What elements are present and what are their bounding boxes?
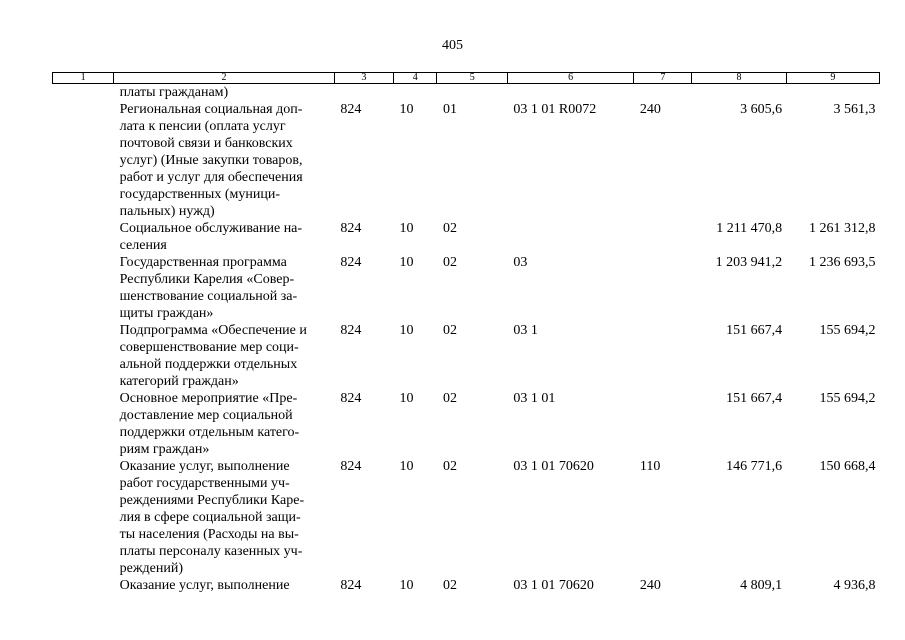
cell-target-article-code xyxy=(507,84,633,102)
cell-subsection-code: 02 xyxy=(442,255,457,270)
cell-admin-code: 824 xyxy=(340,221,362,236)
description-line: пальных) нужд) xyxy=(119,204,215,219)
cell-amount-year-2: 150 668,4 xyxy=(819,459,876,474)
cell-amount-year-1: 4 809,1 xyxy=(740,578,783,593)
cell-col-1 xyxy=(53,390,114,458)
header-cell-8: 8 xyxy=(692,73,786,84)
cell-description xyxy=(114,458,335,577)
cell-admin-code: 824 xyxy=(340,391,362,406)
cell-col-1 xyxy=(53,577,114,594)
description-line: платы персоналу казенных уч- xyxy=(119,544,303,559)
cell-section-code: 10 xyxy=(399,578,414,593)
cell-col-1 xyxy=(53,254,114,322)
table-row xyxy=(53,254,880,322)
description-line: щиты граждан» xyxy=(119,306,214,321)
table-row xyxy=(53,390,880,458)
cell-subsection-code: 01 xyxy=(442,102,457,117)
cell-expense-type-code: 110 xyxy=(639,459,661,474)
header-cell-6: 6 xyxy=(507,73,633,84)
header-row xyxy=(53,73,880,84)
description-line: категорий граждан» xyxy=(119,374,239,389)
description-line: совершенствование мер соци- xyxy=(119,340,299,355)
cell-expense-type-code: 240 xyxy=(639,102,661,117)
description-line: государственных (муници- xyxy=(119,187,280,202)
description-line: Оказание услуг, выполнение xyxy=(119,459,290,474)
table-row xyxy=(53,220,880,254)
cell-amount-year-1: 151 667,4 xyxy=(726,391,783,406)
cell-subsection-code: 02 xyxy=(442,391,457,406)
table-row xyxy=(53,84,880,102)
cell-amount-year-2 xyxy=(786,84,879,102)
cell-target-article-code: 03 1 01 70620 xyxy=(513,459,594,474)
cell-admin-code: 824 xyxy=(340,102,362,117)
table-row xyxy=(53,322,880,390)
description-line: селения xyxy=(119,238,167,253)
cell-col-1 xyxy=(53,458,114,577)
cell-target-article-code: 03 xyxy=(513,255,528,270)
header-cell-2: 2 xyxy=(114,73,335,84)
description-line: риям граждан» xyxy=(119,442,210,457)
cell-subsection-code xyxy=(437,84,507,102)
description-line: лата к пенсии (оплата услуг xyxy=(119,119,286,134)
cell-amount-year-2: 1 261 312,8 xyxy=(809,221,876,236)
description-line: Оказание услуг, выполнение xyxy=(119,578,290,593)
cell-description xyxy=(114,220,335,254)
cell-subsection-code: 02 xyxy=(442,221,457,236)
cell-amount-year-1 xyxy=(692,84,786,102)
cell-expense-type-code xyxy=(634,254,692,322)
cell-amount-year-2: 155 694,2 xyxy=(819,323,876,338)
cell-target-article-code: 03 1 01 xyxy=(513,391,556,406)
description-line: шенствование социальной за- xyxy=(119,289,298,304)
description-line: Основное мероприятие «Пре- xyxy=(119,391,298,406)
cell-amount-year-2: 1 236 693,5 xyxy=(809,255,876,270)
cell-section-code xyxy=(393,84,437,102)
header-cell-9: 9 xyxy=(786,73,879,84)
cell-section-code: 10 xyxy=(399,323,414,338)
cell-subsection-code: 02 xyxy=(442,578,457,593)
table-row xyxy=(53,101,880,220)
description-line: Государственная программа xyxy=(119,255,287,270)
header-cell-5: 5 xyxy=(437,73,507,84)
cell-admin-code: 824 xyxy=(340,459,362,474)
description-line: платы гражданам) xyxy=(119,85,229,100)
cell-subsection-code: 02 xyxy=(442,459,457,474)
cell-section-code: 10 xyxy=(399,221,414,236)
cell-target-article-code: 03 1 xyxy=(513,323,538,338)
description-line: почтовой связи и банковских xyxy=(119,136,293,151)
cell-target-article-code: 03 1 01 R0072 xyxy=(513,102,597,117)
description-line: Подпрограмма «Обеспечение и xyxy=(119,323,307,338)
cell-expense-type-code xyxy=(634,84,692,102)
cell-col-1 xyxy=(53,322,114,390)
cell-admin-code: 824 xyxy=(340,578,362,593)
budget-table xyxy=(52,72,880,594)
cell-amount-year-1: 151 667,4 xyxy=(726,323,783,338)
cell-expense-type-code xyxy=(634,390,692,458)
cell-section-code: 10 xyxy=(399,102,414,117)
description-line: реждений) xyxy=(119,561,184,576)
cell-description xyxy=(114,101,335,220)
cell-amount-year-2: 155 694,2 xyxy=(819,391,876,406)
cell-description xyxy=(114,577,335,594)
cell-section-code: 10 xyxy=(399,255,414,270)
cell-amount-year-2: 3 561,3 xyxy=(833,102,876,117)
table-row xyxy=(53,577,880,594)
budget-table-container xyxy=(52,72,880,594)
cell-amount-year-1: 3 605,6 xyxy=(740,102,783,117)
description-line: работ и услуг для обеспечения xyxy=(119,170,303,185)
description-line: ты населения (Расходы на вы- xyxy=(119,527,299,542)
table-row xyxy=(53,458,880,577)
cell-col-1 xyxy=(53,84,114,102)
header-cell-3: 3 xyxy=(334,73,393,84)
cell-admin-code: 824 xyxy=(340,255,362,270)
description-line: реждениями Республики Каре- xyxy=(119,493,305,508)
cell-admin-code: 824 xyxy=(340,323,362,338)
description-line: альной поддержки отдельных xyxy=(119,357,298,372)
cell-target-article-code: 03 1 01 70620 xyxy=(513,578,594,593)
cell-col-1 xyxy=(53,220,114,254)
description-line: работ государственными уч- xyxy=(119,476,290,491)
cell-admin-code xyxy=(334,84,393,102)
cell-expense-type-code xyxy=(634,220,692,254)
cell-description xyxy=(114,390,335,458)
cell-col-1 xyxy=(53,101,114,220)
cell-description xyxy=(114,84,335,102)
cell-amount-year-1: 1 203 941,2 xyxy=(715,255,783,270)
cell-amount-year-1: 146 771,6 xyxy=(726,459,783,474)
page-number: 405 xyxy=(442,38,463,53)
cell-subsection-code: 02 xyxy=(442,323,457,338)
cell-description xyxy=(114,322,335,390)
header-cell-7: 7 xyxy=(634,73,692,84)
description-line: доставление мер социальной xyxy=(119,408,293,423)
cell-expense-type-code xyxy=(634,322,692,390)
description-line: поддержки отдельным катего- xyxy=(119,425,300,440)
table-header xyxy=(53,73,880,84)
description-line: услуг) (Иные закупки товаров, xyxy=(119,153,303,168)
cell-description xyxy=(114,254,335,322)
cell-target-article-code xyxy=(507,220,633,254)
header-cell-4: 4 xyxy=(393,73,437,84)
description-line: Республики Карелия «Совер- xyxy=(119,272,295,287)
cell-amount-year-2: 4 936,8 xyxy=(833,578,876,593)
header-cell-1: 1 xyxy=(53,73,114,84)
description-line: Социальное обслуживание на- xyxy=(119,221,303,236)
cell-amount-year-1: 1 211 470,8 xyxy=(716,221,783,236)
cell-section-code: 10 xyxy=(399,459,414,474)
cell-section-code: 10 xyxy=(399,391,414,406)
table-body xyxy=(53,84,880,595)
description-line: Региональная социальная доп- xyxy=(119,102,303,117)
description-line: лия в сфере социальной защи- xyxy=(119,510,301,525)
cell-expense-type-code: 240 xyxy=(639,578,661,593)
